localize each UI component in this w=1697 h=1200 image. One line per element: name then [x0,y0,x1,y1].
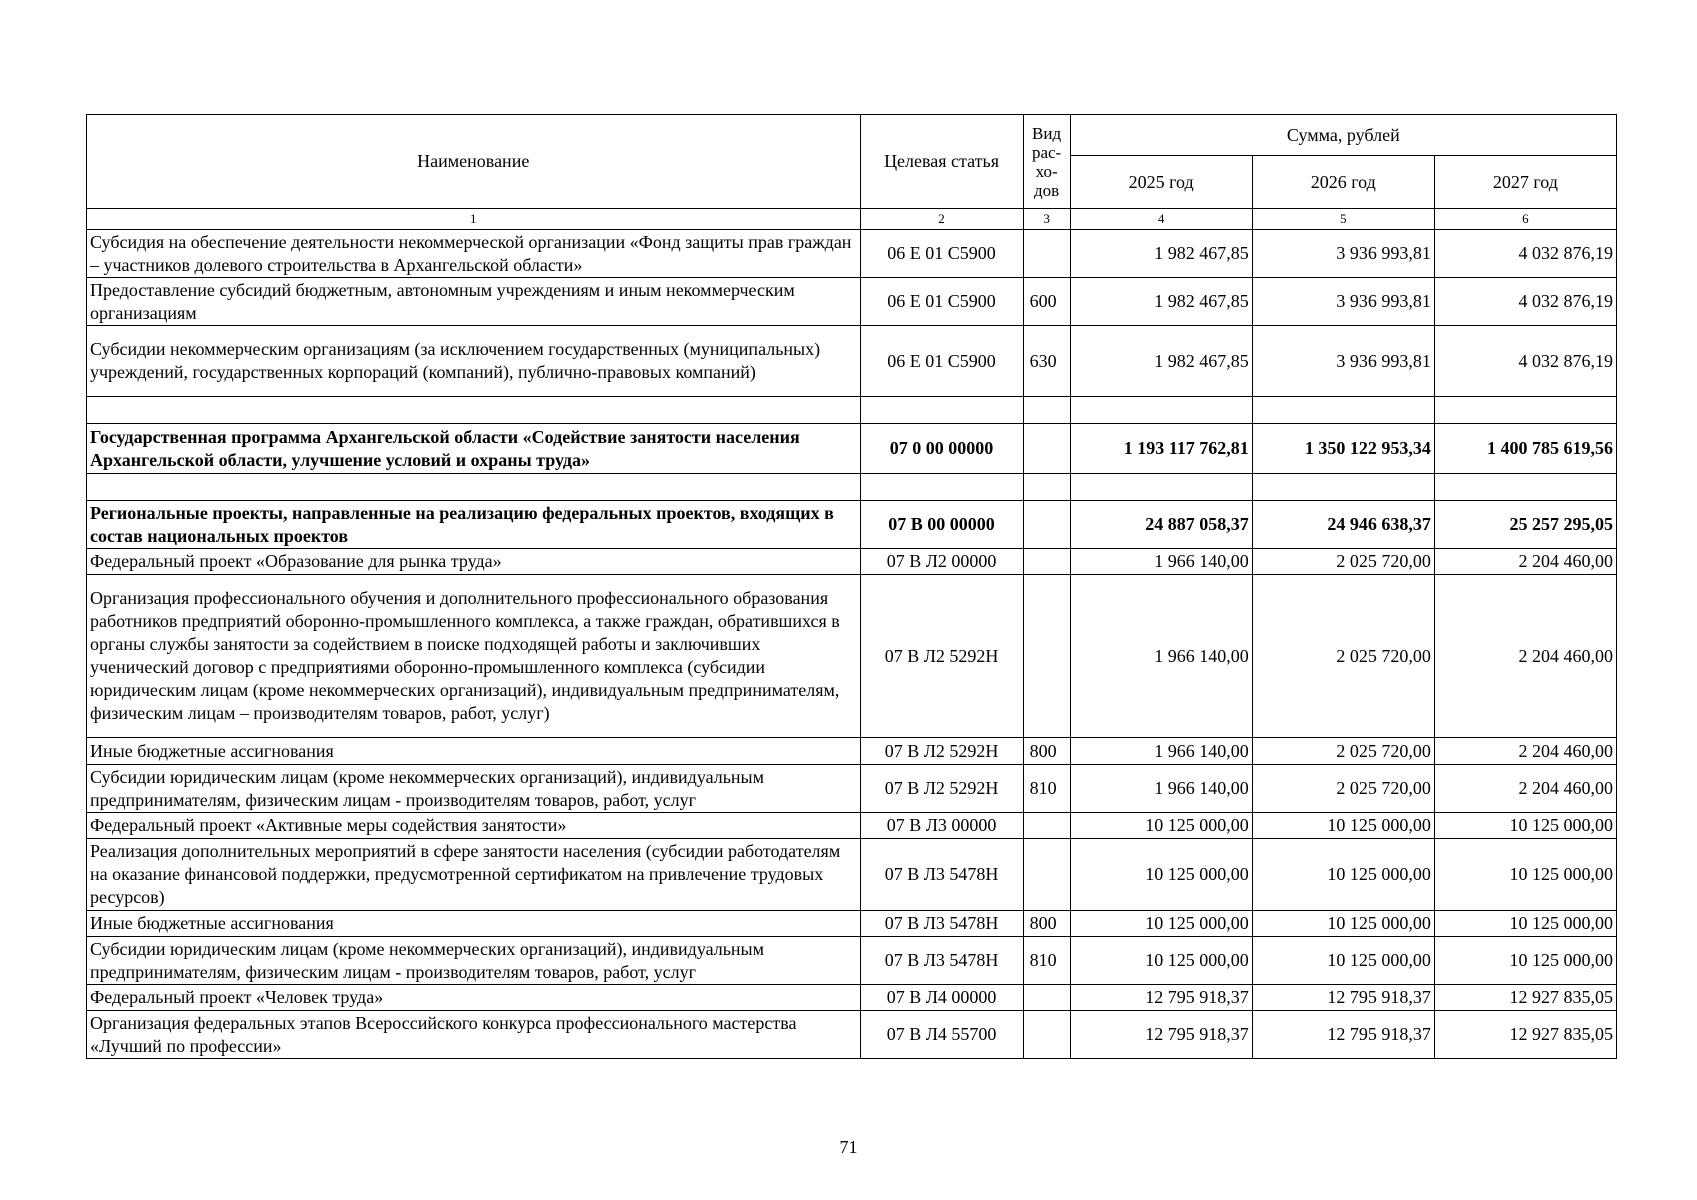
row-kind [1023,501,1070,549]
row-name: Субсидии некоммерческим организациям (за исключением государственных (муниципальных) учреждений, государственных корпораций (компаний), публично-правовых компаний) [87,326,861,397]
row-name: Региональные проекты, направленные на реализацию федеральных проектов, входящих в состав национальных проектов [87,501,861,549]
row-amount-2025: 24 887 058,37 [1070,501,1252,549]
row-name: Субсидия на обеспечение деятельности некоммерческой организации «Фонд защиты прав граждан – участников долевого строительства в Архангельской области» [87,230,861,278]
table-row [87,738,1617,765]
table-row [87,549,1617,575]
row-name: Организация профессионального обучения и дополнительного профессионального образования работников предприятий оборонно-промышленного комплекса, а также граждан, обратившихся в органы службы занятости за содействием в поиске подходящей работы и заключивших ученический договор с предприятиями оборонно-промышленного комплекса (субсидии юридическим лицам (кроме некоммерческих организаций), индивидуальным предпринимателям, физическим лицам – производителям товаров, работ, услуг) [87,575,861,738]
row-name: Федеральный проект «Человек труда» [87,985,861,1011]
row-kind [1023,839,1070,911]
row-amount-2026: 10 125 000,00 [1252,839,1434,911]
table-row [87,985,1617,1011]
row-amount-2026: 2 025 720,00 [1252,575,1434,738]
row-amount-2027: 4 032 876,19 [1434,230,1616,278]
row-amount-2026: 10 125 000,00 [1252,911,1434,937]
row-amount-2025: 10 125 000,00 [1070,911,1252,937]
row-amount-2026: 3 936 993,81 [1252,230,1434,278]
column-number: 3 [1023,209,1070,230]
row-kind [1023,575,1070,738]
column-number: 1 [87,209,861,230]
row-amount-2025: 1 982 467,85 [1070,230,1252,278]
row-kind: 800 [1023,911,1070,937]
row-amount-2026: 2 025 720,00 [1252,738,1434,765]
row-amount-2027: 1 400 785 619,56 [1434,424,1616,474]
row-amount-2025: 1 966 140,00 [1070,765,1252,813]
row-name: Иные бюджетные ассигнования [87,738,861,765]
row-kind [1023,985,1070,1011]
row-amount-2027: 10 125 000,00 [1434,937,1616,985]
row-amount-2027: 12 927 835,05 [1434,1011,1616,1059]
row-amount-2026: 1 350 122 953,34 [1252,424,1434,474]
row-kind: 630 [1023,326,1070,397]
row-code: 07 В Л3 5478Н [860,937,1023,985]
header-year-2025: 2025 год [1070,156,1252,209]
row-amount-2025: 10 125 000,00 [1070,839,1252,911]
row-amount-2026: 10 125 000,00 [1252,937,1434,985]
row-code: 07 В Л2 5292Н [860,765,1023,813]
row-amount-2027: 10 125 000,00 [1434,813,1616,839]
column-number: 5 [1252,209,1434,230]
header-name: Наименование [87,115,861,209]
row-amount-2025: 1 966 140,00 [1070,549,1252,575]
row-amount-2025: 1 193 117 762,81 [1070,424,1252,474]
row-amount-2026: 3 936 993,81 [1252,278,1434,326]
table-row [87,937,1617,985]
header-year-2026: 2026 год [1252,156,1434,209]
row-code: 07 В Л4 55700 [860,1011,1023,1059]
row-amount-2026: 10 125 000,00 [1252,813,1434,839]
row-amount-2027: 25 257 295,05 [1434,501,1616,549]
row-code: 06 Е 01 С5900 [860,326,1023,397]
row-amount-2026: 12 795 918,37 [1252,985,1434,1011]
row-kind: 600 [1023,278,1070,326]
row-name: Организация федеральных этапов Всероссийского конкурса профессионального мастерства «Лучший по профессии» [87,1011,861,1059]
column-number: 6 [1434,209,1616,230]
row-kind: 810 [1023,765,1070,813]
blank-row [87,474,1617,501]
row-amount-2027: 12 927 835,05 [1434,985,1616,1011]
row-amount-2025: 10 125 000,00 [1070,813,1252,839]
row-amount-2026: 2 025 720,00 [1252,765,1434,813]
row-kind [1023,230,1070,278]
row-code: 07 В Л2 5292Н [860,738,1023,765]
header-year-2027: 2027 год [1434,156,1616,209]
row-code: 07 В Л3 5478Н [860,839,1023,911]
row-code: 06 Е 01 С5900 [860,278,1023,326]
row-amount-2026: 24 946 638,37 [1252,501,1434,549]
row-name: Предоставление субсидий бюджетным, автономным учреждениям и иным некоммерческим организациям [87,278,861,326]
row-amount-2027: 2 204 460,00 [1434,575,1616,738]
row-amount-2025: 1 982 467,85 [1070,278,1252,326]
column-number: 4 [1070,209,1252,230]
row-amount-2027: 4 032 876,19 [1434,278,1616,326]
row-amount-2027: 2 204 460,00 [1434,549,1616,575]
row-amount-2027: 4 032 876,19 [1434,326,1616,397]
row-name: Федеральный проект «Активные меры содействия занятости» [87,813,861,839]
row-amount-2025: 10 125 000,00 [1070,937,1252,985]
row-amount-2027: 10 125 000,00 [1434,911,1616,937]
row-code: 07 В Л2 5292Н [860,575,1023,738]
row-amount-2026: 2 025 720,00 [1252,549,1434,575]
row-kind [1023,813,1070,839]
table-row [87,230,1617,278]
row-code: 07 0 00 00000 [860,424,1023,474]
table-row [87,813,1617,839]
row-code: 07 В Л3 5478Н [860,911,1023,937]
table-row [87,911,1617,937]
row-kind: 800 [1023,738,1070,765]
row-name: Государственная программа Архангельской области «Содействие занятости населения Архангельской области, улучшение условий и охраны труда» [87,424,861,474]
row-code: 06 Е 01 С5900 [860,230,1023,278]
row-amount-2026: 12 795 918,37 [1252,1011,1434,1059]
header-target: Целевая статья [860,115,1023,209]
row-name: Иные бюджетные ассигнования [87,911,861,937]
row-amount-2025: 12 795 918,37 [1070,985,1252,1011]
row-name: Федеральный проект «Образование для рынка труда» [87,549,861,575]
row-name: Субсидии юридическим лицам (кроме некоммерческих организаций), индивидуальным предпринимателям, физическим лицам - производителям товаров, работ, услуг [87,937,861,985]
row-code: 07 В Л4 00000 [860,985,1023,1011]
table-row [87,765,1617,813]
table-row [87,424,1617,474]
row-amount-2027: 2 204 460,00 [1434,738,1616,765]
row-kind [1023,1011,1070,1059]
table-row [87,839,1617,911]
row-code: 07 В Л3 00000 [860,813,1023,839]
page-number: 71 [839,1137,858,1157]
row-kind [1023,424,1070,474]
row-amount-2025: 1 966 140,00 [1070,575,1252,738]
budget-table [86,114,1617,1059]
table-row [87,575,1617,738]
header-sum: Сумма, рублей [1070,115,1616,156]
table-row [87,278,1617,326]
row-name: Субсидии юридическим лицам (кроме некоммерческих организаций), индивидуальным предпринимателям, физическим лицам - производителям товаров, работ, услуг [87,765,861,813]
column-number-row [87,209,1617,230]
table-row [87,501,1617,549]
row-amount-2026: 3 936 993,81 [1252,326,1434,397]
table-row [87,1011,1617,1059]
row-amount-2027: 10 125 000,00 [1434,839,1616,911]
row-name: Реализация дополнительных мероприятий в сфере занятости населения (субсидии работодателям на оказание финансовой поддержки, предусмотренной сертификатом на привлечение трудовых ресурсов) [87,839,861,911]
header-kind: Вид рас-хо-дов [1023,115,1070,209]
blank-row [87,397,1617,424]
row-code: 07 В 00 00000 [860,501,1023,549]
row-kind [1023,549,1070,575]
table-row [87,326,1617,397]
column-number: 2 [860,209,1023,230]
row-amount-2025: 12 795 918,37 [1070,1011,1252,1059]
row-amount-2025: 1 982 467,85 [1070,326,1252,397]
row-code: 07 В Л2 00000 [860,549,1023,575]
row-kind: 810 [1023,937,1070,985]
row-amount-2027: 2 204 460,00 [1434,765,1616,813]
row-amount-2025: 1 966 140,00 [1070,738,1252,765]
